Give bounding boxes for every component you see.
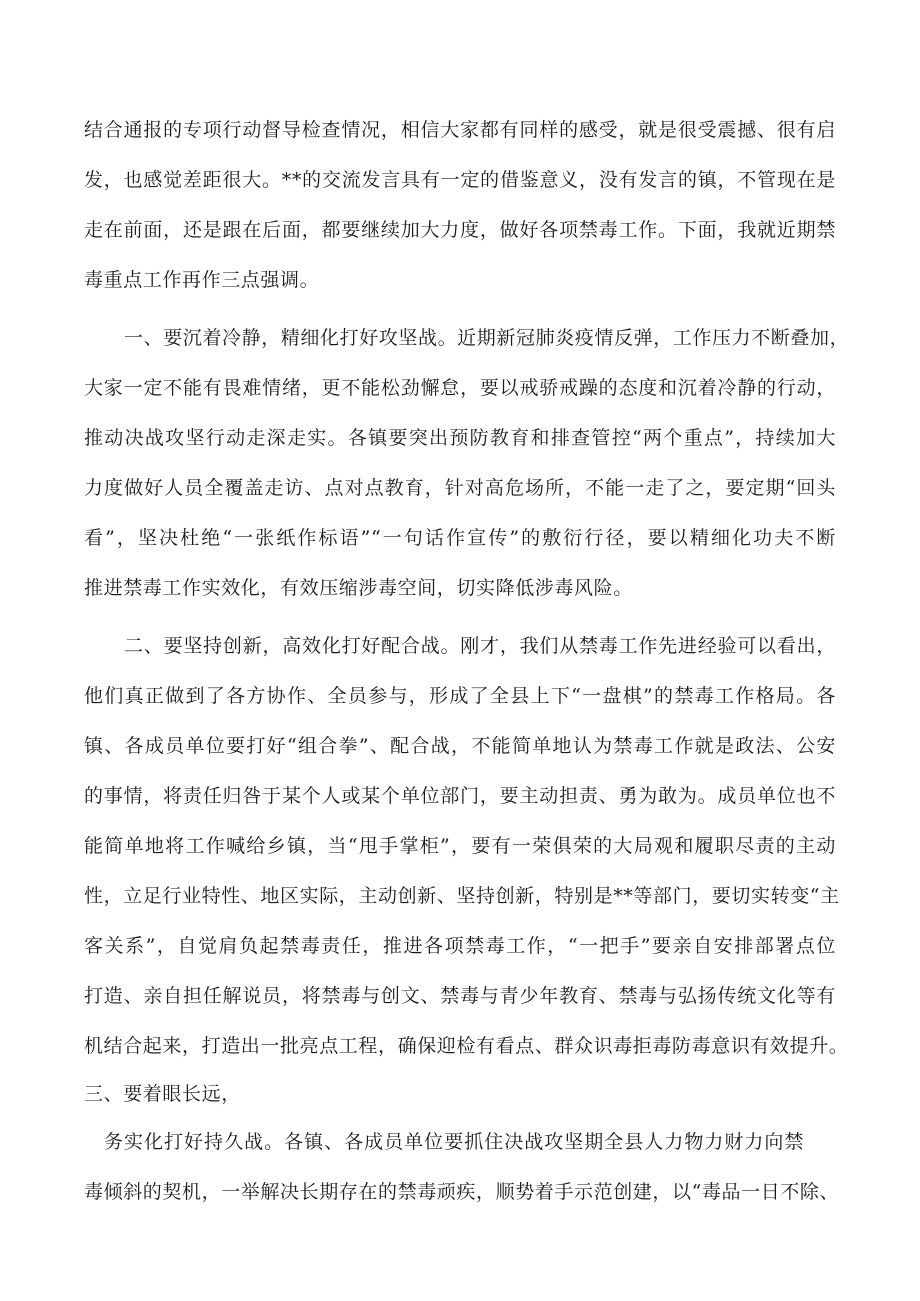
text-line: 结合通报的专项行动督导检查情况，相信大家都有同样的感受，就是很受震撼、很有启	[84, 119, 836, 141]
text-line: 的事情，将责任归咎于某个人或某个单位部门，要主动担责、勇为敢为。成员单位也不	[84, 785, 836, 807]
text-line: 毒重点工作再作三点强调。	[84, 269, 320, 291]
text-line: 大家一定不能有畏难情绪，更不能松劲懈怠，要以戒骄戒躁的态度和沉着冷静的行动，	[84, 377, 836, 399]
section-heading: 三、要着眼长远，	[84, 1083, 241, 1105]
text-line: 镇、各成员单位要打好“组合拳”、配合战，不能简单地认为禁毒工作就是政法、公安	[84, 735, 836, 757]
text-line: 看”，坚决杜绝“一张纸作标语”“一句话作宣传”的敷衍行径，要以精细化功夫不断	[84, 527, 836, 549]
text-line: 能简单地将工作喊给乡镇，当“甩手掌柜”，要有一荣俱荣的大局观和履职尽责的主动	[84, 835, 836, 857]
text-line: 他们真正做到了各方协作、全员参与，形成了全县上下“一盘棋”的禁毒工作格局。各	[84, 685, 836, 707]
section-heading-line: 一、要沉着冷静，精细化打好攻坚战。近期新冠肺炎疫情反弹，工作压力不断叠加，	[124, 327, 850, 349]
text-line: 机结合起来，打造出一批亮点工程，确保迎检有看点、群众识毒拒毒防毒意识有效提升。	[84, 1035, 849, 1057]
section-heading-line: 二、要坚持创新，高效化打好配合战。刚才，我们从禁毒工作先进经验可以看出，	[124, 635, 836, 657]
text-line: 打造、亲自担任解说员，将禁毒与创文、禁毒与青少年教育、禁毒与弘扬传统文化等有	[84, 985, 836, 1007]
text-line: 力度做好人员全覆盖走访、点对点教育，针对高危场所，不能一走了之，要定期“回头	[84, 477, 836, 499]
text-line: 务实化打好持久战。各镇、各成员单位要抓住决战攻坚期全县人力物力财力向禁	[104, 1131, 804, 1153]
text-line: 发，也感觉差距很大。**的交流发言具有一定的借鉴意义，没有发言的镇，不管现在是	[84, 169, 836, 191]
text-line: 推进禁毒工作实效化，有效压缩涉毒空间，切实降低涉毒风险。	[84, 577, 633, 599]
text-line: 性，立足行业特性、地区实际，主动创新、坚持创新，特别是**等部门，要切实转变“主	[84, 885, 840, 907]
text-line: 走在前面，还是跟在后面，都要继续加大力度，做好各项禁毒工作。下面，我就近期禁	[84, 219, 836, 241]
text-line: 客关系”，自觉肩负起禁毒责任，推进各项禁毒工作，“一把手”要亲自安排部署点位	[84, 935, 836, 957]
text-line: 推动决战攻坚行动走深走实。各镇要突出预防教育和排查管控“两个重点”，持续加大	[84, 427, 836, 449]
text-line: 毒倾斜的契机，一举解决长期存在的禁毒顽疾，顺势着手示范创建，以“毒品一日不除、	[84, 1181, 840, 1203]
